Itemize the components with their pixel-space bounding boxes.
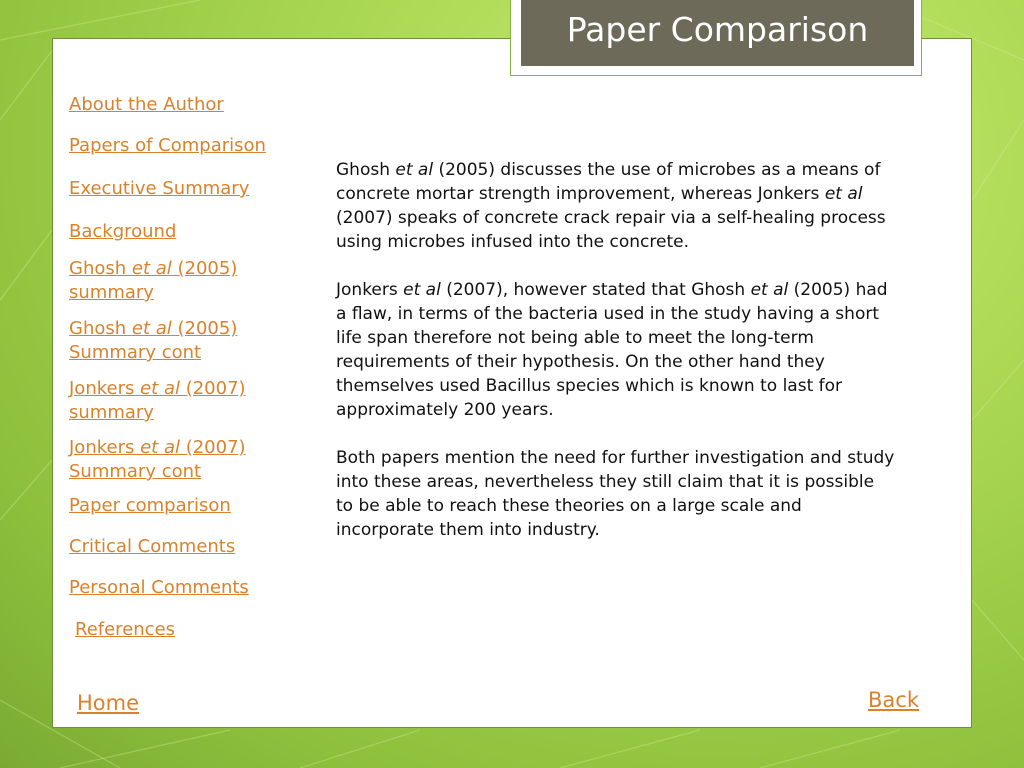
nav-link-personal-comments[interactable]: Personal Comments [69, 577, 249, 598]
nav-link-jonkers-summary-cont[interactable] [69, 436, 246, 484]
nav-link-ghosh-summary[interactable] [69, 257, 237, 305]
nav-link-text-italic: et al [140, 378, 180, 399]
home-link[interactable]: Home [77, 691, 140, 715]
nav-link-text-italic: et al [140, 437, 180, 458]
text: Jonkers [336, 280, 404, 300]
page-title: Paper Comparison [566, 10, 869, 49]
nav-link-background[interactable]: Background [69, 221, 177, 242]
nav-link-text: (2005) [171, 258, 238, 279]
text-italic: et al [750, 280, 789, 300]
text: (2005) discusses the use of microbes as a means of concrete mortar strength improvement, whereas Jonkers [336, 160, 881, 204]
nav-link-paper-comparison[interactable]: Paper comparison [69, 495, 231, 516]
nav-link-text: Jonkers [69, 437, 141, 458]
nav-link-references[interactable]: References [75, 619, 176, 640]
paragraph-2 [336, 278, 896, 422]
nav-link-text: summary [69, 402, 154, 423]
text: Ghosh [336, 160, 396, 180]
nav-link-papers-of-comparison[interactable]: Papers of Comparison [69, 135, 266, 156]
text-italic: et al [403, 280, 441, 300]
nav-link-text-italic: et al [131, 258, 172, 279]
nav-link-jonkers-summary[interactable] [69, 377, 246, 425]
back-link[interactable]: Back [868, 688, 919, 712]
title-box [521, 0, 914, 66]
text-italic: et al [824, 184, 863, 204]
nav-link-text: Summary cont [69, 461, 202, 482]
nav-link-text: Ghosh [69, 258, 132, 279]
nav-link-text: (2007) [179, 437, 246, 458]
text: (2007) speaks of concrete crack repair via a self-healing process using microbes infused into the concrete. [336, 208, 886, 252]
nav-link-executive-summary[interactable]: Executive Summary [69, 178, 250, 199]
nav-link-text: Jonkers [69, 378, 141, 399]
nav-link-text: summary [69, 282, 154, 303]
body-text [336, 158, 896, 566]
nav-link-text: (2007) [179, 378, 246, 399]
nav-link-critical-comments[interactable]: Critical Comments [69, 536, 236, 557]
nav-link-ghosh-summary-cont[interactable] [69, 317, 237, 365]
text: (2007), however stated that Ghosh [440, 280, 751, 300]
nav-link-text: (2005) [171, 318, 238, 339]
nav-link-text: Ghosh [69, 318, 132, 339]
text: (2005) had a flaw, in terms of the bacteria used in the study having a short life span therefore not being able to meet the long-term requirements of their hypothesis. On the other hand they themselves used Bacillus species which is known to last for approximately 200 years. [336, 280, 888, 420]
nav-link-text: Summary cont [69, 342, 202, 363]
paragraph-1 [336, 158, 896, 254]
nav-link-text-italic: et al [131, 318, 172, 339]
nav-link-about-author[interactable]: About the Author [69, 94, 224, 115]
paragraph-3: Both papers mention the need for further investigation and study into these areas, nevertheless they still claim that it is possible to be able to reach these theories on a large scale and incorporate them into industry. [336, 448, 895, 540]
text-italic: et al [395, 160, 434, 180]
